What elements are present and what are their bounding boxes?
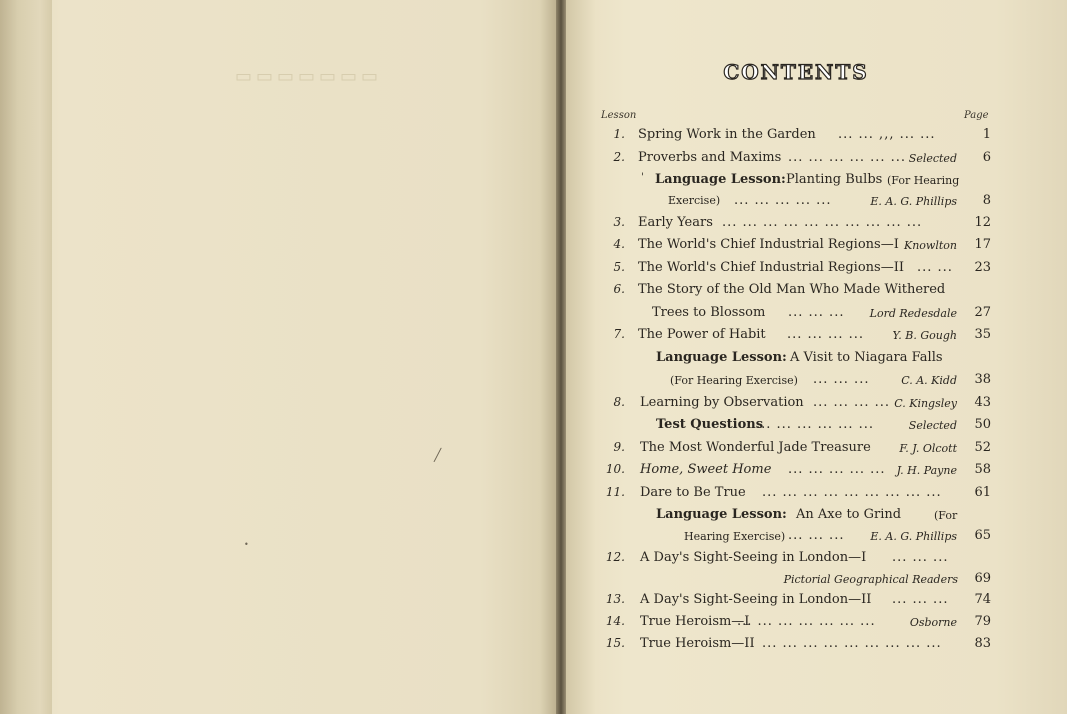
lesson-author: Lord Redesdale <box>869 307 957 320</box>
leader-dots: ... ... ... <box>788 528 845 543</box>
page-number: 65 <box>974 528 991 543</box>
left-page-edge <box>0 0 52 714</box>
lesson-heading: Language Lesson: <box>655 172 786 187</box>
lesson-author: Selected <box>908 152 957 165</box>
page-number: 35 <box>974 327 991 342</box>
book-gutter <box>556 0 566 714</box>
leader-dots: ... ... ... ... ... <box>734 193 832 208</box>
page-number: 23 <box>974 260 991 275</box>
lesson-author: Osborne <box>909 616 957 629</box>
lesson-author: C. A. Kidd <box>901 374 957 387</box>
lesson-title: A Day's Sight-Seeing in London—II <box>640 592 872 607</box>
page-number: 12 <box>974 215 991 230</box>
lesson-title: The World's Chief Industrial Regions—I <box>638 237 899 252</box>
leader-dots: ... ... ... ... ... ... ... <box>737 614 876 629</box>
lesson-number: 2. <box>613 150 625 164</box>
page-number: 79 <box>974 614 991 629</box>
lesson-number: 4. <box>613 237 625 251</box>
page-number: 17 <box>974 237 991 252</box>
page-number: 43 <box>974 395 991 410</box>
lesson-note: (For Hearing <box>887 174 960 187</box>
page-number: 74 <box>974 592 991 607</box>
page-title: CONTENTS <box>723 60 869 84</box>
leader-dots: ... ... ... ... <box>813 395 890 410</box>
lesson-title: Planting Bulbs <box>786 172 883 187</box>
leader-dots: ... ... ... ... ... ... ... ... ... <box>762 485 942 500</box>
leader-dots: ... ... ... <box>813 372 870 387</box>
page-number: 52 <box>974 440 991 455</box>
leader-dots: ... ... ... <box>788 305 845 320</box>
lesson-author: C. Kingsley <box>894 397 957 410</box>
lesson-title: The Most Wonderful Jade Treasure <box>640 440 871 455</box>
lesson-number: 1. <box>613 127 625 141</box>
lesson-author: E. A. G. Phillips <box>870 530 957 543</box>
leader-dots: ... ... ... ... ... <box>788 462 886 477</box>
lesson-number: 5. <box>613 260 625 274</box>
lesson-title: Dare to Be True <box>640 485 746 500</box>
lesson-author: Y. B. Gough <box>892 329 957 342</box>
lesson-note: (For <box>934 509 958 522</box>
lesson-number: 13. <box>605 592 625 606</box>
lesson-number: 10. <box>605 462 625 476</box>
leader-dots: ... ... ... ... ... ... <box>788 150 907 165</box>
lesson-title: Spring Work in the Garden <box>638 127 816 142</box>
leader-dots: ... ... ... ... ... ... ... ... ... <box>762 636 942 651</box>
lesson-title: The Story of the Old Man Who Made Withered <box>638 282 946 297</box>
lesson-column-label: Lesson <box>601 110 637 121</box>
paper-speck: ╱ <box>434 448 442 462</box>
leader-dots: ... ... ... ... ... ... <box>756 417 875 432</box>
lesson-heading: Test Questions <box>656 417 764 432</box>
leader-dots: ... ... ,,, ... ... <box>838 127 936 142</box>
lesson-number: 15. <box>605 636 625 650</box>
lesson-number: 7. <box>613 327 625 341</box>
page-number: 1 <box>982 127 991 142</box>
lesson-title: Trees to Blossom <box>652 305 766 320</box>
lesson-title: A Visit to Niagara Falls <box>790 350 943 365</box>
lesson-note: Exercise) <box>668 194 721 207</box>
lesson-number: 8. <box>613 395 625 409</box>
show-through-text: ▭▭▭▭▭▭▭ <box>235 66 383 87</box>
lesson-number: 9. <box>613 440 625 454</box>
lesson-number: 14. <box>605 614 625 628</box>
lesson-title: The Power of Habit <box>638 327 766 342</box>
page-number: 8 <box>982 193 991 208</box>
lesson-title: Home, Sweet Home <box>640 462 772 477</box>
paper-speck: • <box>244 540 249 549</box>
lesson-note: (For Hearing Exercise) <box>670 374 798 387</box>
lesson-title: The World's Chief Industrial Regions—II <box>638 260 904 275</box>
page-number: 6 <box>982 150 991 165</box>
lesson-author: Knowlton <box>904 239 957 252</box>
page-column-label: Page <box>964 110 989 121</box>
lesson-heading: Language Lesson: <box>656 507 787 522</box>
leader-dots: ... ... <box>917 260 953 275</box>
page-number: 83 <box>974 636 991 651</box>
page-number: 27 <box>974 305 991 320</box>
leader-dots: ... ... ... ... ... ... ... ... ... ... <box>722 215 923 230</box>
lesson-author: E. A. G. Phillips <box>870 195 957 208</box>
lesson-number: 11. <box>605 485 625 499</box>
page-number: 58 <box>974 462 991 477</box>
lesson-author: J. H. Payne <box>896 464 957 477</box>
leader-dots: ... ... ... <box>892 592 949 607</box>
lesson-number: 3. <box>613 215 625 229</box>
lesson-author: Selected <box>908 419 957 432</box>
page-number: 50 <box>974 417 991 432</box>
lesson-heading: Language Lesson: <box>656 350 787 365</box>
lesson-title: True Heroism—II <box>640 636 755 651</box>
page-number: 38 <box>974 372 991 387</box>
leader-dots: ... ... ... ... <box>787 327 864 342</box>
lesson-title: Proverbs and Maxims <box>638 150 782 165</box>
lesson-title: Early Years <box>638 215 713 230</box>
lesson-number: 12. <box>605 550 625 564</box>
lesson-title: Learning by Observation <box>640 395 804 410</box>
leader-dots: ... ... ... <box>892 550 949 565</box>
lesson-note: Hearing Exercise) <box>684 530 786 543</box>
lesson-author: F. J. Olcott <box>899 442 957 455</box>
bullet-mark: ' <box>641 172 644 183</box>
lesson-title: True Heroism—I <box>640 614 750 629</box>
lesson-title: An Axe to Grind <box>796 507 902 522</box>
lesson-author: Pictorial Geographical Readers <box>783 573 958 586</box>
lesson-title: A Day's Sight-Seeing in London—I <box>640 550 867 565</box>
page-number: 61 <box>974 485 991 500</box>
page-number: 69 <box>974 571 991 586</box>
lesson-number: 6. <box>613 282 625 296</box>
